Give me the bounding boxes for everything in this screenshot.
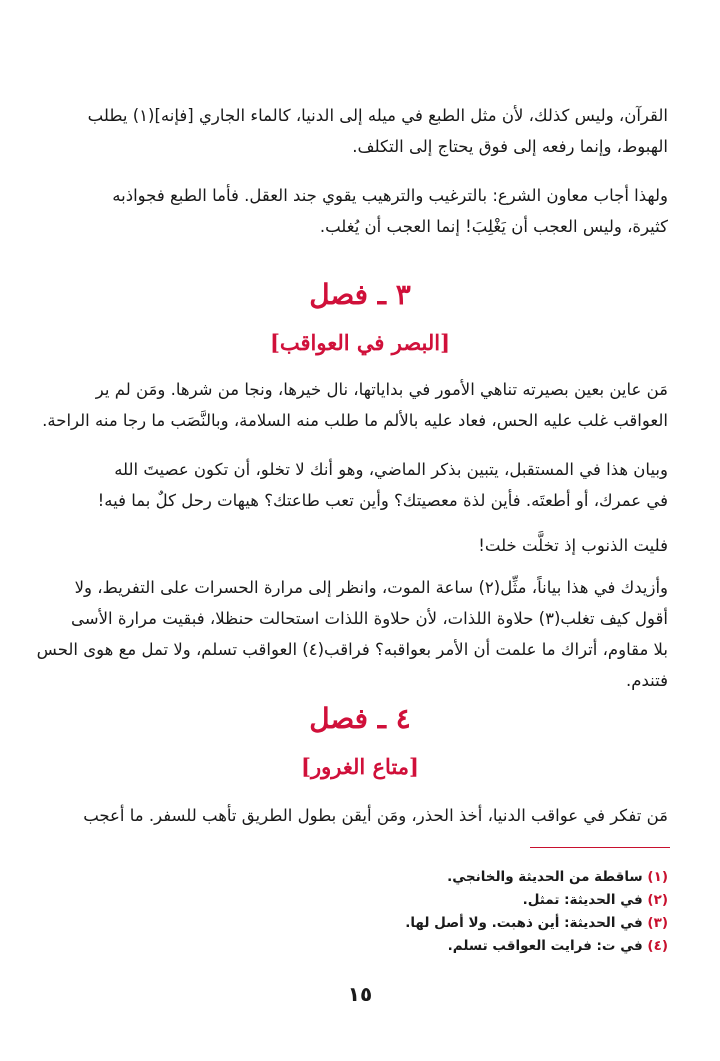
footnote-text: في الحديثة: تمثل. <box>522 892 643 908</box>
paragraph-4 <box>48 454 668 516</box>
paragraph-5 <box>48 530 668 561</box>
text-line: بلا مقاوم، أتراك ما علمت أن الأمر بعواقبه؟ فراقب(٤) العواقب تسلم، ولا تمل مع هوى الحس <box>36 640 668 659</box>
section-4-heading: ٤ ـ فصل <box>309 702 411 735</box>
text-line: فليت الذنوب إذ تخلَّت خلت! <box>478 536 668 555</box>
text-line: فتندم. <box>626 671 668 690</box>
footnote-text: ساقطة من الحديثة والخانجي. <box>447 869 643 885</box>
text-line: القرآن، وليس كذلك، لأن مثل الطبع في ميله إلى الدنيا، كالماء الجاري [فإنه](١) يطلب <box>87 106 668 125</box>
text-line: وبيان هذا في المستقبل، يتبين بذكر الماضي، وهو أنك لا تخلو، أن تكون عصيتَ الله <box>114 460 668 479</box>
paragraph-1 <box>48 100 668 162</box>
footnote-separator <box>530 847 670 848</box>
text-line: مَن تفكر في عواقب الدنيا، أخذ الحذر، ومَن أيقن بطول الطريق تأهب للسفر. ما أعجب <box>83 806 668 825</box>
section-3-title: [البصر في العواقب] <box>269 330 451 355</box>
section-4-title: [متاع الغرور] <box>301 754 419 779</box>
text-line: أقول كيف تغلب(٣) حلاوة اللذات، لأن حلاوة اللذات استحالت حنظلا، فبقيت مرارة الأسى <box>71 609 668 628</box>
footnote-3 <box>200 912 668 935</box>
text-line: مَن عاين بعين بصيرته تناهي الأمور في بداياتها، نال خيرها، ونجا من شرها. ومَن لم ير <box>95 380 668 399</box>
page-number: ١٥ <box>347 982 373 1006</box>
footnote-number: (٢) <box>647 892 668 908</box>
footnote-2 <box>200 889 668 912</box>
footnote-text: في ت: فرايت العواقب تسلم. <box>447 938 643 954</box>
footnote-1 <box>200 866 668 889</box>
footnotes <box>200 866 668 958</box>
footnote-number: (٤) <box>647 938 668 954</box>
footnote-number: (١) <box>647 869 668 885</box>
text-line: ولهذا أجاب معاون الشرع: بالترغيب والترهيب يقوي جند العقل. فأما الطبع فجواذبه <box>112 186 668 205</box>
paragraph-3 <box>42 374 668 436</box>
paragraph-7 <box>48 800 668 831</box>
section-3-heading: ٣ ـ فصل <box>309 278 411 311</box>
text-line: العواقب غلب عليه الحس، فعاد عليه بالألم ما طلب منه السلامة، وبالنَّصَب ما رجا منه الراحة. <box>42 411 668 430</box>
text-line: الهبوط، وإنما رفعه إلى فوق يحتاج إلى التكلف. <box>352 137 668 156</box>
footnote-number: (٣) <box>647 915 668 931</box>
paragraph-2 <box>48 180 668 242</box>
footnote-text: في الحديثة: أين ذهبت. ولا أصل لها. <box>405 915 643 931</box>
text-line: في عمرك، أو أطعتَه. فأين لذة معصيتك؟ وأين تعب طاعتك؟ هيهات رحل كلٌ بما فيه! <box>97 491 668 510</box>
text-line: وأزيدك في هذا بياناً، مثِّل(٢) ساعة الموت، وانظر إلى مرارة الحسرات على التفريط، ولا <box>74 578 668 597</box>
paragraph-6 <box>36 572 668 696</box>
text-line: كثيرة، وليس العجب أن يَغْلِبَ! إنما العجب أن يُغلب. <box>319 217 668 236</box>
footnote-4 <box>200 935 668 958</box>
